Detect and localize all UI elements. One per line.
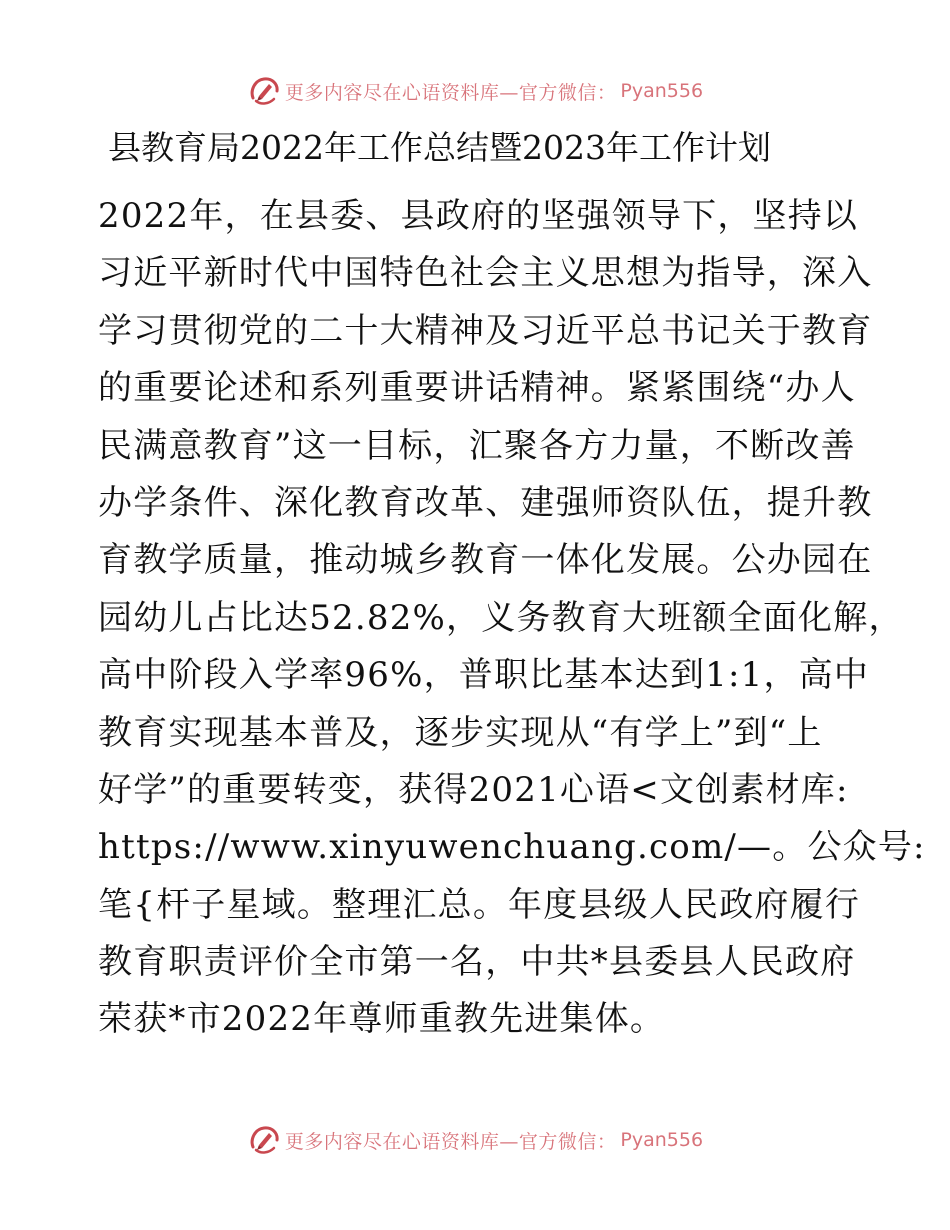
body-line: 学习贯彻党的二十大精神及习近平总书记关于教育 — [98, 310, 873, 351]
document-body — [98, 188, 926, 1049]
body-line: 的重要论述和系列重要讲话精神。紧紧围绕“办人 — [98, 368, 856, 409]
watermark-account: Pyan556 — [620, 80, 704, 102]
body-line: 教育职责评价全市第一名，中共*县委县人民政府 — [98, 942, 856, 983]
watermark-text: 更多内容尽在心语资料库—官方微信： — [284, 1130, 617, 1153]
red-pen-swirl-logo-icon — [247, 1123, 281, 1157]
body-line: 高中阶段入学率96%，普职比基本达到1:1，高中 — [98, 655, 870, 696]
body-line: 民满意教育”这一目标，汇聚各方力量，不断改善 — [98, 425, 856, 466]
watermark-text: 更多内容尽在心语资料库—官方微信： — [284, 81, 617, 104]
body-line: 好学”的重要转变，获得2021心语<文创素材库: — [98, 769, 849, 810]
body-line: 园幼儿占比达52.82%，义务教育大班额全面化解， — [98, 597, 904, 638]
body-line: 习近平新时代中国特色社会主义思想为指导，深入 — [98, 253, 873, 294]
body-line: https://www.xinyuwenchuang.com/—。公众号: — [98, 827, 926, 868]
body-line: 育教学质量，推动城乡教育一体化发展。公办园在 — [98, 540, 873, 581]
header-watermark — [0, 71, 950, 111]
body-line: 2022年，在县委、县政府的坚强领导下，坚持以 — [98, 196, 859, 236]
watermark-account: Pyan556 — [620, 1129, 704, 1151]
footer-watermark — [0, 1120, 950, 1160]
body-line: 教育实现基本普及，逐步实现从“有学上”到“上 — [98, 712, 823, 753]
body-line: 荣获*市2022年尊师重教先进集体。 — [98, 999, 666, 1040]
document-title: 县教育局2022年工作总结暨2023年工作计划 — [108, 128, 771, 167]
body-line: 笔{杆子星域。整理汇总。年度县级人民政府履行 — [98, 884, 861, 925]
red-pen-swirl-logo-icon — [247, 74, 281, 108]
body-line: 办学条件、深化教育改革、建强师资队伍，提升教 — [98, 482, 873, 523]
